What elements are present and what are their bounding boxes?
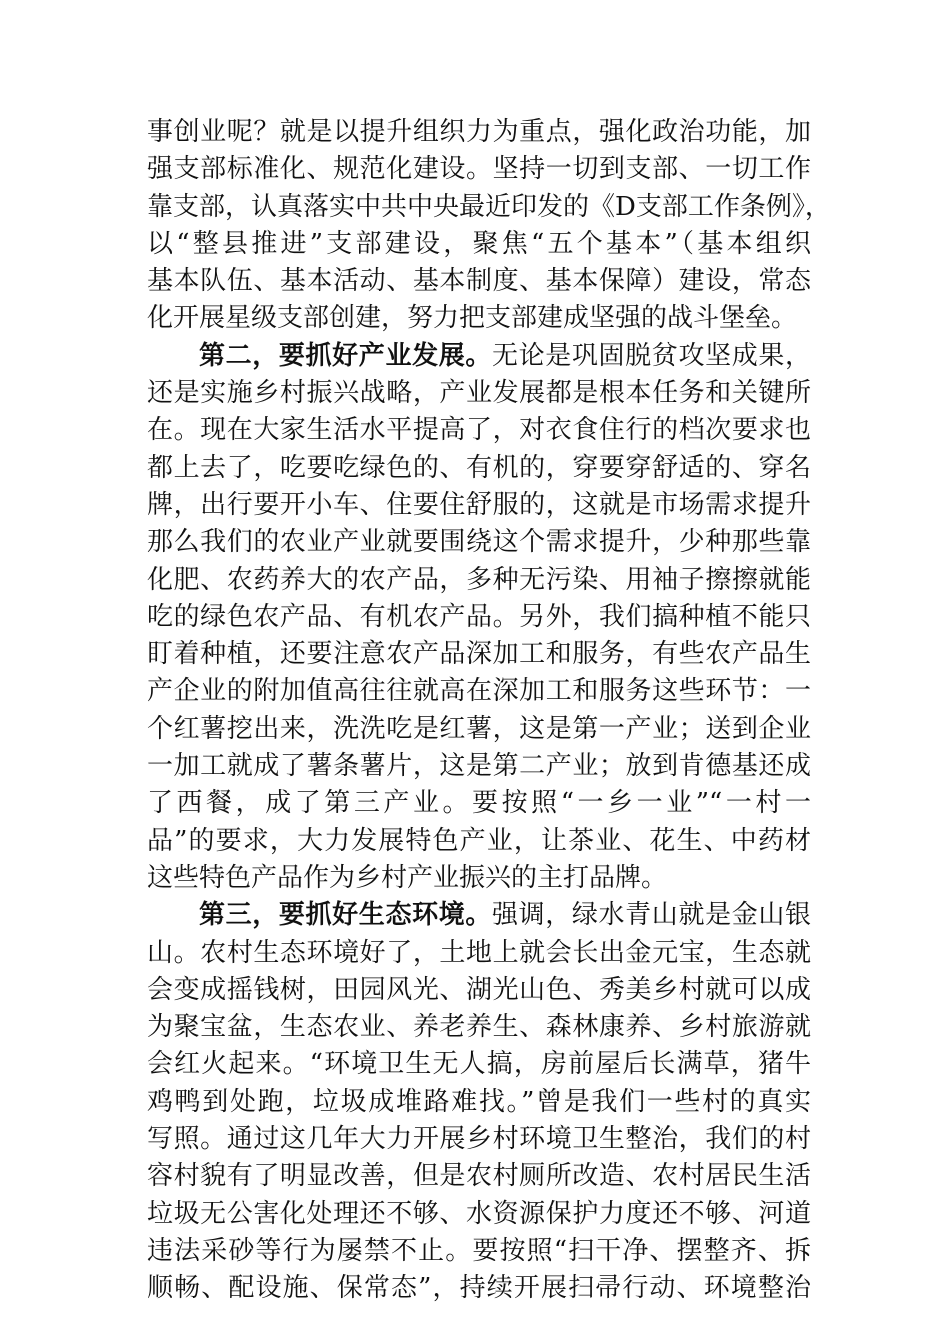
text-span: 无论是巩固脱贫攻坚成果， <box>492 340 811 371</box>
paragraph-ecological-environment <box>147 897 811 1307</box>
text-line: 那么我们的农业产业就要围绕这个需求提升，少种那些靠 <box>147 527 811 558</box>
text-line: 靠支部，认真落实中共中央最近印发的《D支部工作条例》， <box>147 191 831 222</box>
text-line: 垃圾无公害化处理还不够、水资源保护力度还不够、河道 <box>147 1198 811 1229</box>
text-line: 鸡鸭到处跑，垃圾成堆路难找。”曾是我们一些村的真实 <box>147 1086 811 1117</box>
text-line: 山。农村生态环境好了，土地上就会长出金元宝，生态就 <box>147 937 811 968</box>
paragraph-party-branch <box>147 114 831 338</box>
text-line: 违法采砂等行为屡禁不止。要按照“扫干净、摆整齐、拆 <box>147 1235 811 1266</box>
text-line: 化开展星级支部创建，努力把支部建成坚强的战斗堡垒。 <box>147 303 798 334</box>
text-line: 盯着种植，还要注意农产品深加工和服务，有些农产品生 <box>147 639 811 670</box>
text-line: 强支部标准化、规范化建设。坚持一切到支部、一切工作 <box>147 154 811 185</box>
text-span: 强调，绿水青山就是金山银 <box>492 900 811 931</box>
text-line: 化肥、农药养大的农产品，多种无污染、用袖子擦擦就能 <box>147 564 811 595</box>
text-line: 了西餐，成了第三产业。要按照“一乡一业”“一村一 <box>147 788 811 819</box>
document-body <box>147 114 831 1308</box>
paragraph-first-line <box>147 338 811 375</box>
section-heading-industry: 第二，要抓好产业发展。 <box>199 340 492 371</box>
text-line: 都上去了，吃要吃绿色的、有机的，穿要穿舒适的、穿名 <box>147 452 811 483</box>
paragraph-first-line <box>147 897 811 934</box>
text-line: 这些特色产品作为乡村产业振兴的主打品牌。 <box>147 862 668 893</box>
text-line: 事创业呢？就是以提升组织力为重点，强化政治功能，加 <box>147 117 811 147</box>
text-line: 一加工就成了薯条薯片，这是第二产业；放到肯德基还成 <box>147 751 811 782</box>
text-line: 容村貌有了明显改善，但是农村厕所改造、农村居民生活 <box>147 1161 811 1192</box>
text-line: 为聚宝盆，生态农业、养老养生、森林康养、乡村旅游就 <box>147 1012 811 1043</box>
text-line: 基本队伍、基本活动、基本制度、基本保障）建设，常态 <box>147 266 811 297</box>
section-heading-ecology: 第三，要抓好生态环境。 <box>199 900 492 931</box>
text-line: 在。现在大家生活水平提高了，对衣食住行的档次要求也 <box>147 415 811 446</box>
text-line: 吃的绿色农产品、有机农产品。另外，我们搞种植不能只 <box>147 601 811 632</box>
paragraph-industry-development <box>147 338 811 897</box>
text-line: 写照。通过这几年大力开展乡村环境卫生整治，我们的村 <box>147 1124 811 1155</box>
text-line: 牌，出行要开小车、住要住舒服的，这就是市场需求提升 <box>147 489 811 520</box>
text-line: 还是实施乡村振兴战略，产业发展都是根本任务和关键所 <box>147 378 811 409</box>
text-line: 以“整县推进”支部建设，聚焦“五个基本”（基本组织 <box>147 228 811 259</box>
text-line: 产企业的附加值高往往就高在深加工和服务这些环节：一 <box>147 676 811 707</box>
text-line: 会红火起来。“环境卫生无人搞，房前屋后长满草，猪牛 <box>147 1049 811 1080</box>
text-line: 顺畅、配设施、保常态”，持续开展扫帚行动、环境整治 <box>147 1273 811 1304</box>
text-line: 会变成摇钱树，田园风光、湖光山色、秀美乡村就可以成 <box>147 974 811 1005</box>
text-line: 品”的要求，大力发展特色产业，让茶业、花生、中药材 <box>147 825 811 856</box>
text-line: 个红薯挖出来，洗洗吃是红薯，这是第一产业；送到企业 <box>147 713 811 744</box>
